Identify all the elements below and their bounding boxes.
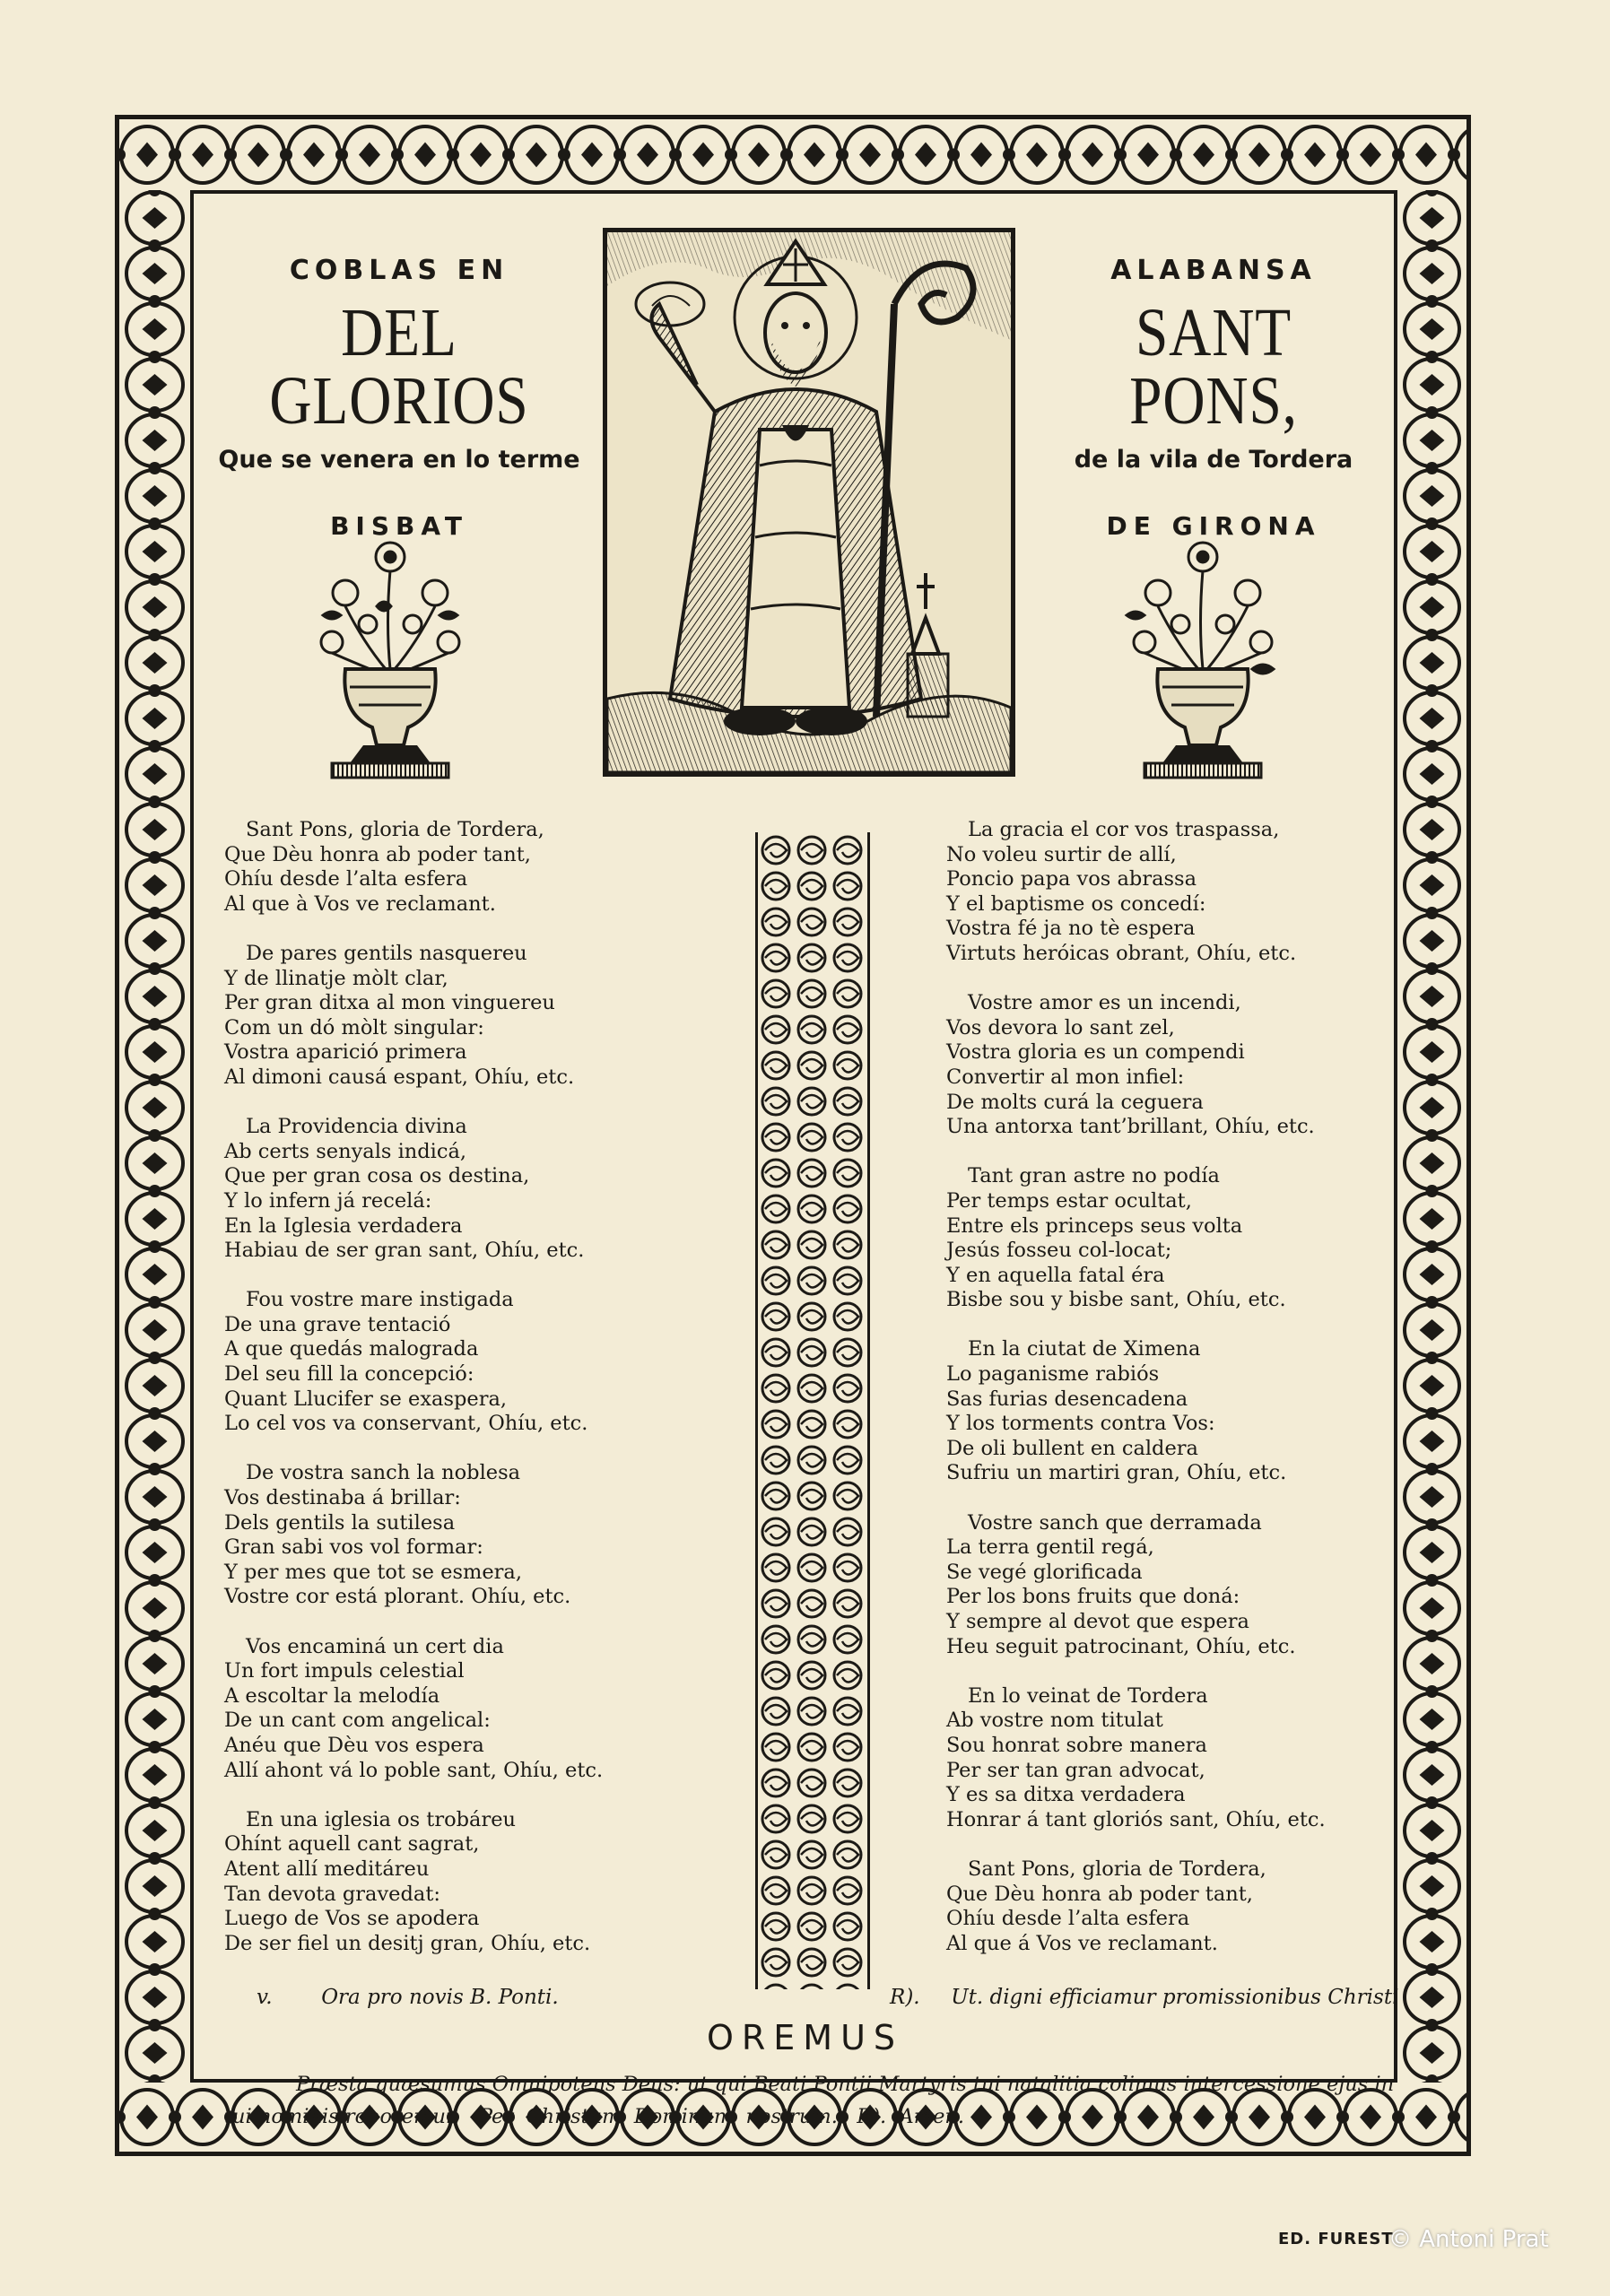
verse-line: De una grave tentació	[224, 1312, 451, 1336]
verse-line: Ohíu desde l’alta esfera	[224, 867, 468, 891]
stanza	[946, 1164, 1413, 1313]
verse-line: Lo paganisme rabiós	[946, 1362, 1160, 1387]
verse-line: Y lo infern já recelá:	[224, 1188, 432, 1213]
verse-line: Atent allí meditáreu	[224, 1857, 430, 1881]
verse-line: No voleu surtir de allí,	[946, 842, 1177, 866]
border-ornament-top	[119, 119, 1466, 190]
stanza	[224, 818, 727, 917]
stanza	[224, 1635, 727, 1784]
verse-line: Vostre sanch que derramada	[968, 1510, 1262, 1535]
header-coblas-en: COBLAS EN	[289, 255, 509, 286]
verse-line: Gran sabi vos vol formar:	[224, 1535, 483, 1560]
subtitle-venera: Que se venera en lo terme	[218, 446, 580, 474]
verse-line: De vostra sanch la noblesa	[246, 1461, 521, 1485]
verse-line: Per temps estar ocultat,	[946, 1188, 1192, 1213]
verse-line: De pares gentils nasquereu	[246, 941, 527, 965]
verse-line: Una antorxa tant’brillant, Ohíu, etc.	[946, 1115, 1315, 1139]
stanza	[224, 1808, 727, 1957]
verse-line: Y los torments contra Vos:	[946, 1412, 1215, 1436]
verse-line: Tan devota gravedat:	[224, 1882, 440, 1906]
verse-line: En lo veinat de Tordera	[968, 1683, 1208, 1708]
response-mark: R).	[890, 1986, 920, 2009]
stanza	[946, 818, 1413, 967]
verse-line: Se vegé glorificada	[946, 1560, 1143, 1584]
verse-line: A que quedás malograda	[224, 1337, 479, 1361]
verse-line: Fou vostre mare instigada	[246, 1288, 514, 1312]
stanza	[946, 1684, 1413, 1833]
verse-line: Allí ahont vá lo poble sant, Ohíu, etc.	[224, 1758, 604, 1782]
verse-line: De ser fiel un desitj gran, Ohíu, etc.	[224, 1931, 591, 1955]
subtitle-tordera: de la vila de Tordera	[1074, 446, 1353, 474]
stanza	[224, 1288, 727, 1437]
verse-line: Vostra aparició primera	[224, 1040, 467, 1065]
verse-line: De oli bullent en caldera	[946, 1436, 1198, 1460]
verse-line: Anéu que Dèu vos espera	[224, 1733, 484, 1757]
verse-line: Un fort impuls celestial	[224, 1659, 465, 1683]
verse-line: Y per mes que tot se esmera,	[224, 1560, 522, 1584]
verse-line: Y de llinatje mòlt clar,	[224, 966, 448, 990]
oremus-heading: OREMUS	[706, 2018, 904, 2057]
verse-line: Convertir al mon infiel:	[946, 1065, 1185, 1089]
verse-line: Vos encaminá un cert dia	[246, 1634, 504, 1658]
verse-line: Vostra fé ja no tè espera	[946, 917, 1196, 941]
stanza	[946, 1857, 1413, 1956]
verse-line: Sou honrat sobre manera	[946, 1733, 1207, 1757]
watermark: © Antoni Prat	[1388, 2226, 1549, 2253]
verse-line: En la Iglesia verdadera	[224, 1213, 463, 1238]
prayer-line-2: tui nominis roboremur. Per Christum Dominum nostrum. R). Amen.	[224, 2105, 965, 2128]
verse-line: Que per gran cosa os destina,	[224, 1164, 530, 1188]
header-alabansa: ALABANSA	[1110, 255, 1317, 286]
verse-line: De un cant com angelical:	[224, 1709, 491, 1733]
stanza	[224, 1461, 727, 1610]
stanza	[946, 991, 1413, 1140]
verse-line: Y en aquella fatal éra	[946, 1263, 1165, 1287]
verse-line: Sufriu un martiri gran, Ohíu, etc.	[946, 1461, 1287, 1485]
verse-line: Al que à Vos ve reclamant.	[224, 891, 496, 916]
verse-line: Per ser tan gran advocat,	[946, 1758, 1205, 1782]
saint-pons-woodcut	[603, 228, 1015, 777]
verse-line: Vostre cor está plorant. Ohíu, etc.	[224, 1585, 571, 1609]
verse-line: Heu seguit patrocinant, Ohíu, etc.	[946, 1634, 1296, 1658]
header-left	[215, 255, 583, 541]
verse-line: Per gran ditxa al mon vinguereu	[224, 991, 555, 1015]
versicle-mark: v.	[257, 1986, 273, 2009]
verse-line: En la ciutat de Ximena	[968, 1337, 1201, 1361]
verse-line: Ohíu desde l’alta esfera	[946, 1907, 1190, 1931]
header-bisbat: BISBAT	[330, 511, 468, 541]
stanza	[946, 1511, 1413, 1660]
verse-line: Luego de Vos se apodera	[224, 1907, 480, 1931]
versicle-text: Ora pro novis B. Ponti.	[321, 1986, 559, 2009]
verse-line: Vostre amor es un incendi,	[968, 991, 1241, 1015]
verse-line: Per los bons fruits que doná:	[946, 1585, 1240, 1609]
verse-line: La terra gentil regá,	[946, 1535, 1154, 1560]
central-ornament-divider	[755, 832, 870, 1989]
verse-line: Sant Pons, gloria de Tordera,	[246, 818, 544, 841]
verse-line: Ohínt aquell cant sagrat,	[224, 1832, 480, 1857]
verse-line: Poncio papa vos abrassa	[946, 867, 1197, 891]
verse-line: Que Dèu honra ab poder tant,	[946, 1882, 1253, 1906]
verse-line: Que Dèu honra ab poder tant,	[224, 842, 531, 866]
verse-line: Ab certs senyals indicá,	[224, 1139, 467, 1163]
stanza	[224, 1115, 727, 1264]
response-text: Ut. digni efficiamur promissionibus Christi	[951, 1986, 1399, 2009]
flower-urn-left	[296, 535, 484, 784]
publisher-mark: ED. FUREST	[1278, 2230, 1394, 2248]
verse-line: La Providencia divina	[246, 1115, 467, 1139]
border-ornament-left	[119, 190, 190, 2083]
verse-line: A escoltar la melodía	[224, 1683, 440, 1708]
verse-line: Sant Pons, gloria de Tordera,	[968, 1857, 1266, 1881]
stanza	[224, 942, 727, 1091]
versicle	[257, 1986, 559, 2009]
prayer-line-1: Præsta quæsumus Omnipotens Deus: ut qui Beati Pontii Martyris tui natalitia colimus intercessione ejus in	[296, 2073, 1395, 2096]
verse-line: Honrar á tant gloriós sant, Ohíu, etc.	[946, 1807, 1326, 1831]
verse-line: Y el baptisme os concedí:	[946, 891, 1206, 916]
stanza	[946, 1337, 1413, 1486]
verse-line: Y es sa ditxa verdadera	[946, 1783, 1186, 1807]
verse-line: Quant Llucifer se exaspera,	[224, 1387, 508, 1411]
title-del-glorios: DEL GLORIOS	[269, 295, 529, 439]
header-right	[1048, 255, 1379, 541]
verse-line: Del seu fill la concepció:	[224, 1362, 474, 1387]
verse-line: Jesús fosseu col-locat;	[946, 1239, 1172, 1263]
verse-line: Dels gentils la sutilesa	[224, 1510, 456, 1535]
verse-line: Lo cel vos va conservant, Ohíu, etc.	[224, 1412, 588, 1436]
verse-line: La gracia el cor vos traspassa,	[968, 818, 1280, 841]
verse-line: En una iglesia os trobáreu	[246, 1807, 517, 1831]
verses-left-column	[224, 818, 727, 1981]
verse-line: Ab vostre nom titulat	[946, 1709, 1163, 1733]
verse-line: Com un dó mòlt singular:	[224, 1015, 484, 1039]
verse-line: Sas furias desencadena	[946, 1387, 1188, 1411]
verse-line: Y sempre al devot que espera	[946, 1610, 1249, 1633]
header-de-girona: DE GIRONA	[1106, 511, 1321, 541]
verse-line: Vos destinaba á brillar:	[224, 1486, 461, 1510]
verse-line: Virtuts heróicas obrant, Ohíu, etc.	[946, 941, 1297, 965]
verse-line: De molts curá la ceguera	[946, 1090, 1204, 1114]
closing-prayer	[224, 2068, 1408, 2133]
verse-line: Vos devora lo sant zel,	[946, 1015, 1175, 1039]
title-sant-pons: SANT PONS,	[1129, 295, 1298, 439]
flower-urn-right	[1109, 535, 1297, 784]
verse-line: Al que á Vos ve reclamant.	[946, 1931, 1218, 1955]
verses-right-column	[946, 818, 1413, 1981]
verse-line: Bisbe sou y bisbe sant, Ohíu, etc.	[946, 1288, 1286, 1312]
verse-line: Entre els princeps seus volta	[946, 1213, 1243, 1238]
verse-line: Habiau de ser gran sant, Ohíu, etc.	[224, 1239, 585, 1263]
verse-line: Tant gran astre no podía	[968, 1164, 1220, 1188]
response	[890, 1986, 1398, 2009]
verse-line: Al dimoni causá espant, Ohíu, etc.	[224, 1065, 575, 1089]
verse-line: Vostra gloria es un compendi	[946, 1040, 1245, 1065]
